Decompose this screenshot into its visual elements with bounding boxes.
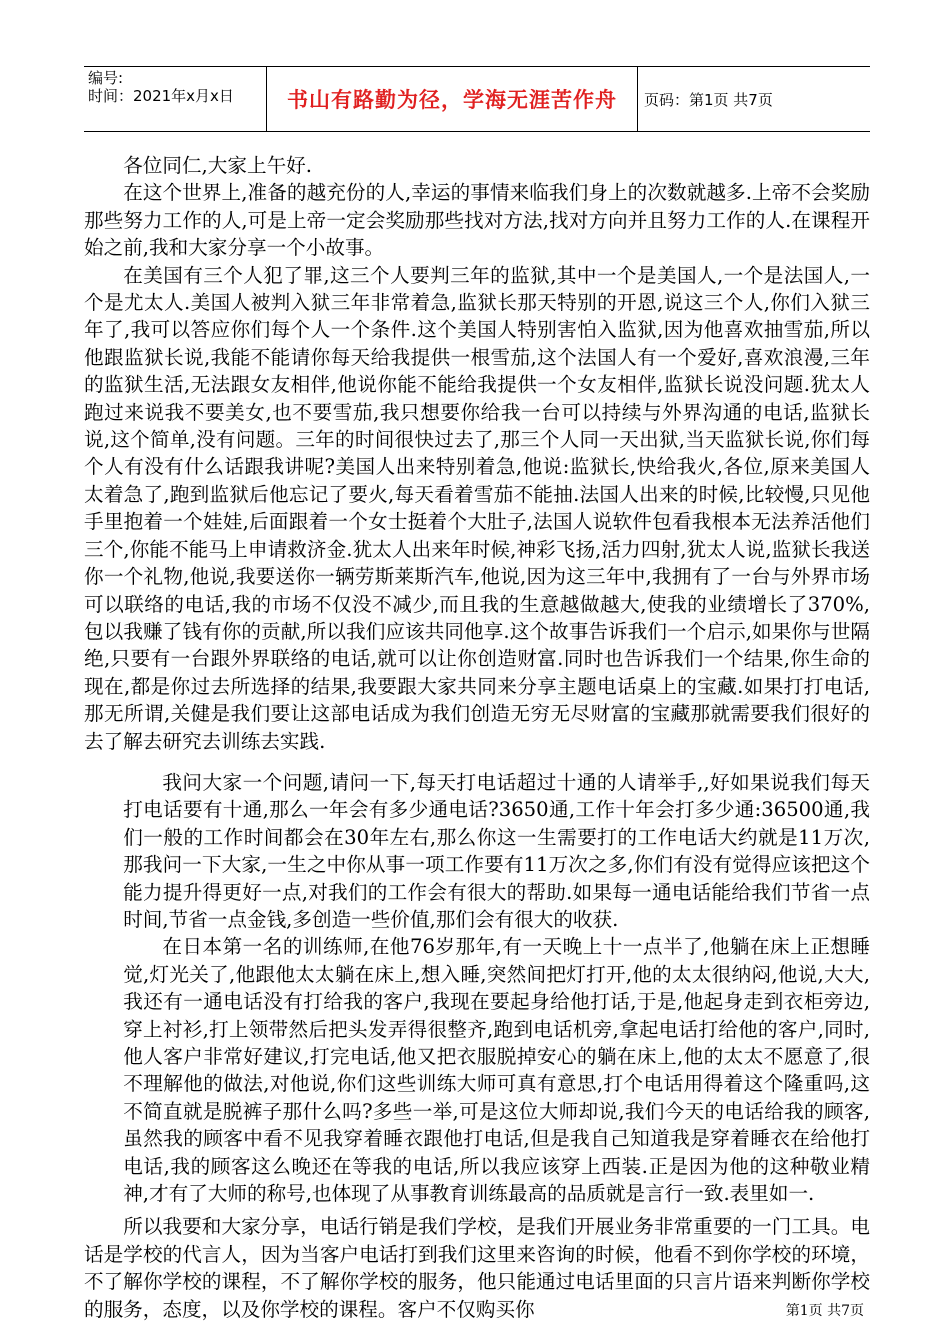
header-motto: 书山有路勤为径，学海无涯苦作舟 <box>266 67 638 131</box>
closing-paragraph: 所以我要和大家分享，电话行销是我们学校，是我们开展业务非常重要的一门工具。电话是学校的代言人，因为当客户电话打到我们这里来咨询的时候，他看不到你学校的环境，不了解你学校的课程，不了解你学校的服务，他只能通过电话里面的只言片语来判断你学校的服务，态度，以及你学校的课程。客户不仅购买你 <box>84 1215 870 1321</box>
body-paragraph-indented: 在日本第一名的训练师,在他76岁那年,有一天晚上十一点半了,他躺在床上正想睡觉,灯光关了,他跟他太太躺在床上,想入睡,突然间把灯打开,他的太太很纳闷,他说,大大,我还有一通电话没有打给我的客户,我现在要起身给他打话,于是,他起身走到衣柜旁边,穿上衬衫,打上领带然后把头发弄得很整齐,跑到电话机旁,拿起电话打给他的客户,同时,他人客户非常好建议,打完电话,他又把衣服脱掉安心的躺在床上,他的太太不愿意了,很不理解他的做法,对他说,你们这些训练大师可真有意思,打个电话用得着这个隆重吗,这不简直就是脱裤子那什么吗?多些一举,可是这位大师却说,我们今天的电话给我的顾客,虽然我的顾客中看不见我穿着睡衣跟他打电话,但是我自己知道我是穿着睡衣在给他打电话,我的顾客这么晚还在等我的电话,所以我应该穿上西装.正是因为他的这种敬业精神,才有了大师的称号,也体现了从事教育训练最高的品质就是言行一致.表里如一. <box>123 935 870 1206</box>
body-paragraph: 在美国有三个人犯了罪,这三个人要判三年的监狱,其中一个是美国人,一个是法国人,一个是尤太人.美国人被判入狱三年非常着急,监狱长那天特别的开恩,说这三个人,你们入狱三年了,我可以答应你们每个人一个条件.这个美国人特别害怕入监狱,因为他喜欢抽雪茄,所以他跟监狱长说,我能不能请你每天给我提供一根雪茄,这个法国人有一个爱好,喜欢浪漫,三年的监狱生活,无法跟女友相伴,他说你能不能给我提供一个女友相伴,监狱长说没问题.犹太人跑过来说我不要美女,也不要雪茄,我只想要你给我一台可以持续与外界沟通的电话,监狱长说,这个简单,没有问题。三年的时间很快过去了,那三个人同一天出狱,当天监狱长说,你们每个人有没有什么话跟我讲呢?美国人出来特别着急,他说:监狱长,快给我火,各位,原来美国人太着急了,跑到监狱后他忘记了要火,每天看着雪茄不能抽.法国人出来的时候,比较慢,只见他手里抱着一个娃娃,后面跟着一个女士挺着个大肚子,法国人说软件包看我根本无法养活他们三个,你能不能马上申请救济金.犹太人出来年时候,神彩飞扬,活力四射,犹太人说,监狱长我送你一个礼物,他说,我要送你一辆劳斯莱斯汽车,他说,因为这三年中,我拥有了一台与外界市场可以联络的电话,我的市场不仅没不减少,而且我的生意越做越大,使我的业绩增长了370%,包以我赚了钱有你的贡献,所以我们应该共同他享.这个故事告诉我们一个启示,如果你与世隔绝,只要有一台跟外界联络的电话,就可以让你创造财富.同时也告诉我们一个结果,你生命的现在,都是你过去所选择的结果,我要跟大家共同来分享主题电话桌上的宝藏.如果打打电话,那无所谓,关健是我们要让这部电话成为我们创造无穷无尽财富的宝藏那就需要我们很好的去了解去研究去训练去实践. <box>84 263 870 753</box>
document-body <box>84 152 870 1323</box>
header-meta <box>84 67 266 131</box>
document-date-label: 时间：2021年x月x日 <box>88 87 234 105</box>
page-footer: 第1页 共7页 <box>785 1303 864 1319</box>
greeting-paragraph: 各位同仁,大家上午好. <box>123 154 312 177</box>
body-paragraph-indented: 我问大家一个问题,请问一下,每天打电话超过十通的人请举手,,好如果说我们每天打电话要有十通,那么一年会有多少通电话?3650通,工作十年会打多少通:36500通,我们一般的工作时间都会在30年左右,那么你这一生需要打的工作电话大约就是11万次,那我问一下大家,一生之中你从事一项工作要有11万次之多,你们有没有觉得应该把这个能力提升得更好一点,对我们的工作会有很大的帮助.如果每一通电话能给我们节省一点时间,节省一点金钱,多创造一些价值,那们会有很大的收获. <box>123 770 870 931</box>
document-number-label: 编号: <box>88 69 124 87</box>
page-header <box>84 66 870 132</box>
body-paragraph: 在这个世界上,准备的越充份的人,幸运的事情来临我们身上的次数就越多.上帝不会奖励那些努力工作的人,可是上帝一定会奖励那些找对方法,找对方向并且努力工作的人.在课程开始之前,我和大家分享一个小故事。 <box>84 181 870 260</box>
header-page-info: 页码：第1页 共7页 <box>644 90 773 109</box>
